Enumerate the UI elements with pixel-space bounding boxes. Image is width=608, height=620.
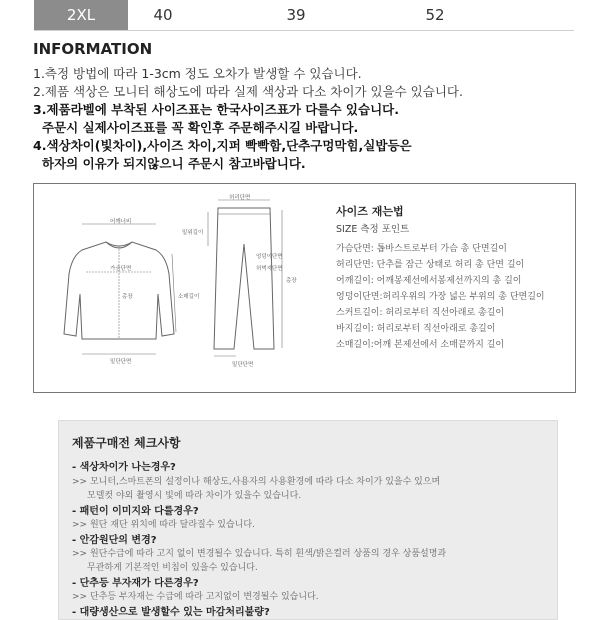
top-label-length: 총장 [122,294,133,300]
checklist-answer-1a: >> 모니터,스마트폰의 설정이나 해상도,사용자의 사용환경에 따라 다소 차이가 있을수 있으며 [72,477,441,487]
measure-item-6: 바지길이: 허리로부터 직선아래로 총길이 [336,324,496,334]
checklist-question-1: - 색상차이가 나는경우? [72,462,176,473]
size-label: 2XL [34,0,128,30]
measure-title: 사이즈 재는법 [336,205,404,218]
pants-diagram [204,184,324,392]
checklist-answer-1b: 모델컷 야외 촬영시 빛에 따라 차이가 있을수 있습니다. [87,491,302,501]
checklist-answer-2a: >> 원단 재단 위치에 따라 달라질수 있습니다. [72,520,255,530]
checklist-question-5: - 대량생산으로 발생할수 있는 마감처리불량? [72,607,270,618]
size-value-2: 39 [286,6,306,24]
pants-label-waist: 허리단면 [229,195,251,201]
top-label-sleeve: 소매길이 [178,294,200,300]
checklist-answer-4a: >> 단추등 부자재는 수급에 따라 고지없이 변경될수 있습니다. [72,592,319,602]
table-divider [34,30,574,31]
size-table-row [0,0,608,30]
top-label-shoulder: 어깨너비 [110,219,132,225]
size-value-1: 40 [153,6,173,24]
info-line-4: 주문시 실제사이즈표를 꼭 확인후 주문해주시길 바랍니다. [42,120,359,135]
top-label-hem: 밑단단면 [110,359,132,365]
checklist-title: 제품구매전 체크사항 [72,436,181,450]
top-label-chest: 가슴단면 [110,266,132,272]
checklist-answer-3a: >> 원단수급에 따라 고지 없이 변경될수 있습니다. 특히 흰색/밝은컬러 상품의 경우 상품설명과 [72,549,447,559]
measure-item-4: 엉덩이단면:허리우위의 가장 넓은 부위의 총 단면길이 [336,292,545,302]
size-value-3: 52 [425,6,445,24]
pants-outline [214,208,274,349]
info-line-5: 4.색상차이(빛차이),사이즈 차이,지퍼 빡빡함,단추구멍막힘,실밥등은 [33,138,412,153]
measure-item-3: 어깨길이: 어깨봉제선에서봉제선까지의 총 길이 [336,276,522,286]
measure-item-2: 허리단면: 단추를 잠근 상태로 허리 총 단면 길이 [336,260,525,270]
pants-label-length: 총장 [286,278,297,284]
measure-subtitle: SIZE 측정 포인트 [336,224,410,235]
measure-item-5: 스커트길이: 허리로부터 직선아래로 총길이 [336,308,505,318]
pants-label-hem: 밑단단면 [232,362,254,368]
info-line-3: 3.제품라벨에 부착된 사이즈표는 한국사이즈표가 다를수 있습니다. [33,102,399,117]
info-line-1: 1.측정 방법에 따라 1-3cm 정도 오차가 발생할 수 있습니다. [33,66,362,81]
info-line-6: 하자의 이유가 되지않으니 주문시 참고바랍니다. [42,156,306,171]
checklist-question-4: - 단추등 부자재가 다른경우? [72,578,199,589]
information-title: INFORMATION [33,40,153,58]
measurement-guide [33,183,576,393]
checklist-question-2: - 패턴이 이미지와 다를경우? [72,506,199,517]
checklist-answer-3b: 무관하게 기본적인 비침이 있을수 있습니다. [87,563,258,573]
pants-label-rise: 밑위길이 [182,230,204,236]
measure-item-1: 가슴단면: 톱바스트로부터 가슴 총 단면길이 [336,244,507,254]
purchase-checklist [58,420,558,620]
pants-label-thigh: 허벅지단면 [256,266,283,272]
measure-item-7: 소매길이:어깨 본제선에서 소매끝까지 길이 [336,340,505,350]
info-line-2: 2.제품 색상은 모니터 해상도에 따라 실제 색상과 다소 차이가 있을수 있습니다. [33,84,463,99]
pants-label-hip: 엉덩이단면 [256,254,283,260]
checklist-question-3: - 안감원단의 변경? [72,535,157,546]
